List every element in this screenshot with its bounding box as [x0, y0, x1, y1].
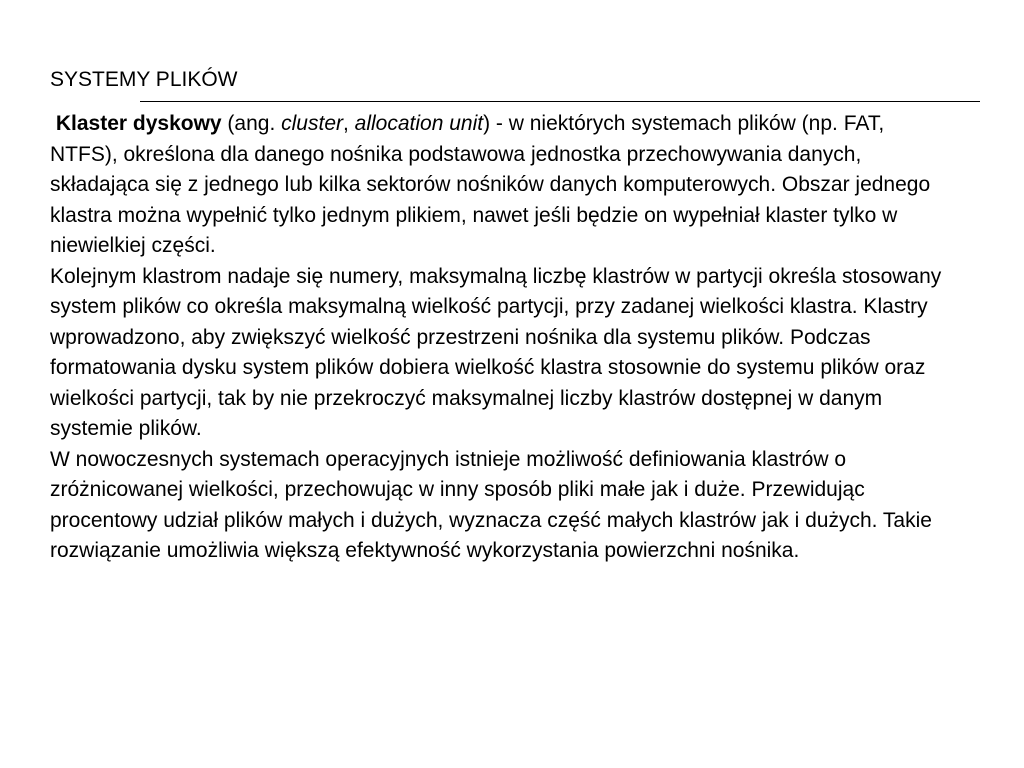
text-segment: (ang. [221, 112, 282, 135]
term-italic-cluster: cluster [281, 112, 343, 135]
slide-title: SYSTEMY PLIKÓW [50, 68, 238, 91]
paragraph-modern-systems: W nowoczesnych systemach operacyjnych istnieje możliwość definiowania klastrów o zróżnicowanej wielkości, przechowując w inny sposób pliki małe jak i duże. Przewidując procentowy udział plików małych i dużych, wyznacza część małych klastrów jak i dużych. Takie rozwiązanie umożliwia większą efektywność wykorzystania powierzchni nośnika. [50, 447, 932, 562]
title-divider [140, 101, 980, 102]
text-segment: ) - w niektórych systemach plików (np. FAT, NTFS), określona dla danego nośnika podstawowa jednostka przechowywania danych, składająca się z jednego lub kilka sektorów nośników danych komputerowych. Obszar jednego klastra można wypełnić tylko jednym plikiem, nawet jeśli będzie on wypełniał klaster tylko w niewielkiej części. [50, 112, 931, 257]
term-bold: Klaster dyskowy [55, 112, 222, 135]
slide-body [50, 109, 950, 567]
term-italic-allocation-unit: allocation unit [354, 112, 484, 135]
paragraph-numbering: Kolejnym klastrom nadaje się numery, maksymalną liczbę klastrów w partycji określa stosowany system plików co określa maksymalną wielkość partycji, przy zadanej wielkości klastra. Klastry wprowadzono, aby zwiększyć wielkość przestrzeni nośnika dla systemu plików. Podczas formatowania dysku system plików dobiera wielkość klastra stosownie do systemu plików oraz wielkości partycji, tak by nie przekroczyć maksymalnej liczby klastrów dostępnej w danym systemie plików. [50, 264, 942, 440]
text-segment: , [343, 112, 355, 135]
paragraph-definition [50, 109, 950, 262]
